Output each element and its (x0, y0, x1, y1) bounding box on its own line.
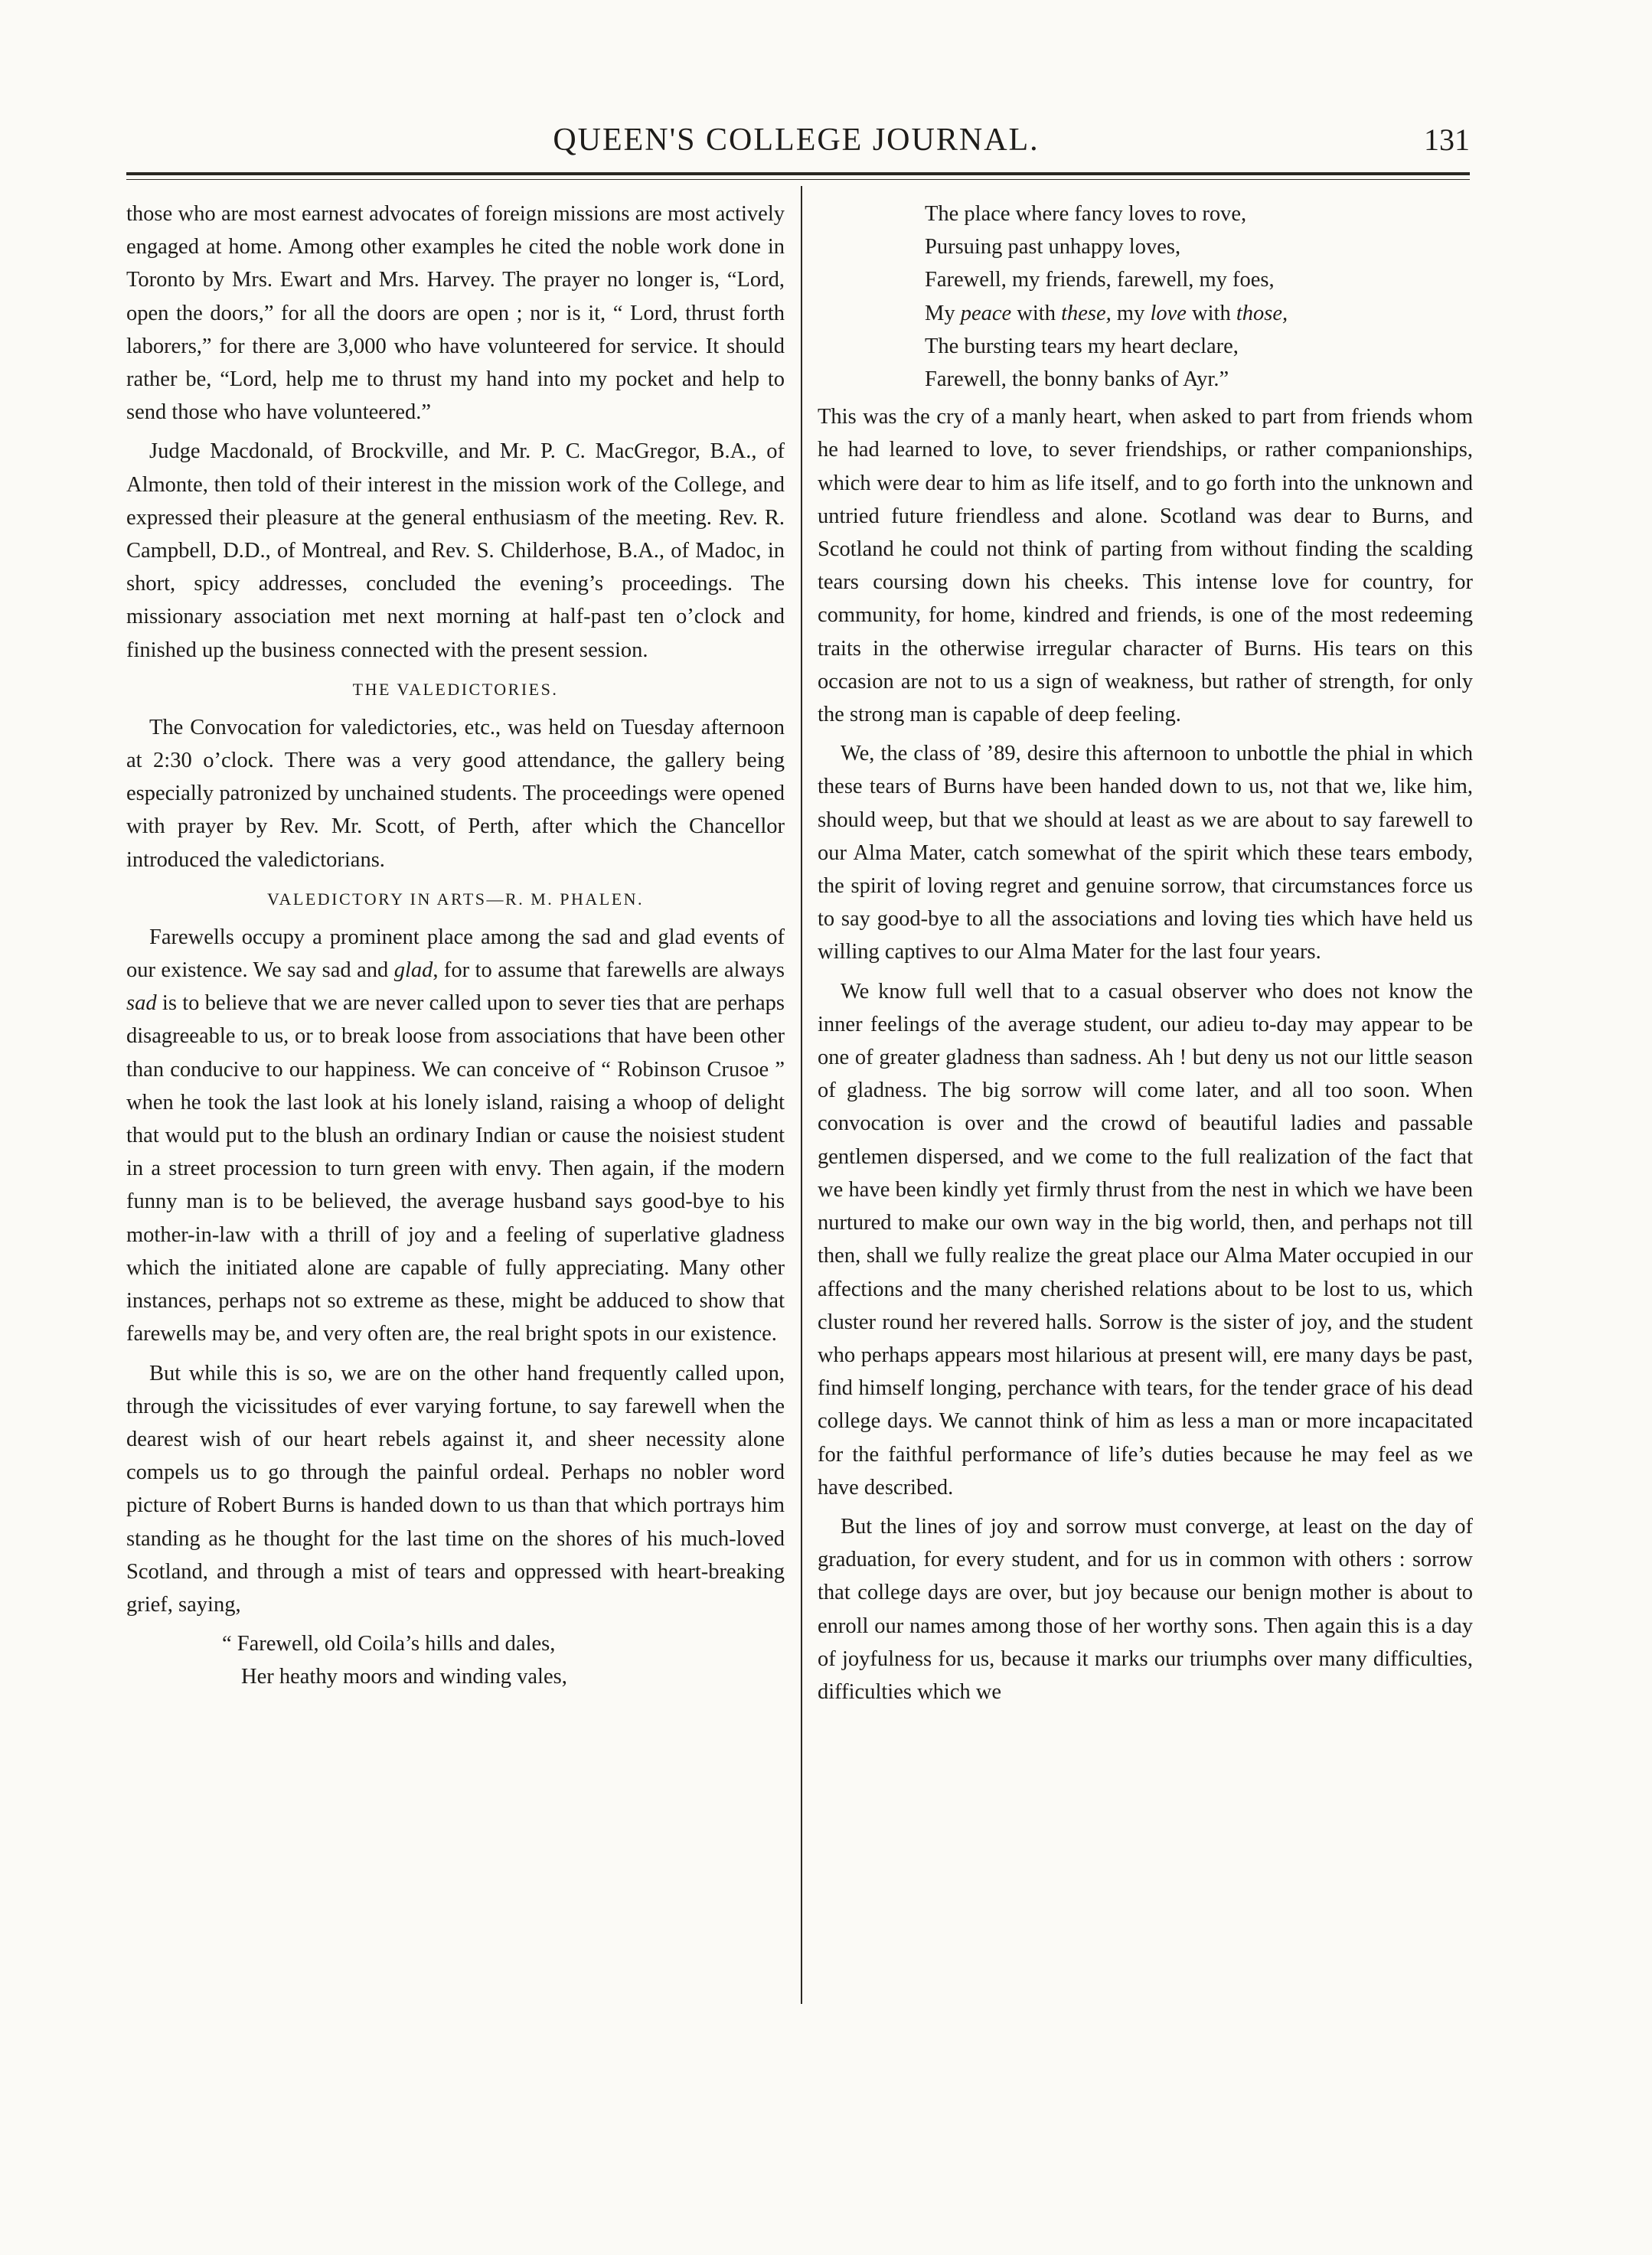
header-rule-thick (126, 172, 1470, 175)
text-run: My (925, 301, 961, 325)
poem-line (818, 297, 1473, 330)
paragraph: But while this is so, we are on the other hand frequently called upon, through the vicissitudes of ever varying fortune, to say farewell when the dearest wish of our heart rebels against it, and sheer necessity alone compels us to go through the painful ordeal. Perhaps no nobler word picture of Robert Burns is handed down to us than that which portrays him standing as he thought for the last time on the shores of his much-loved Scotland, and through a mist of tears and oppressed with heart-breaking grief, saying, (126, 1361, 785, 1617)
page-number: 131 (1424, 122, 1470, 157)
paragraph: those who are most earnest advocates of foreign missions are most actively engaged at home. Among other examples he cited the noble work done in Toronto by Mrs. Ewart and Mrs. Harvey. The prayer no longer is, “Lord, open the doors,” for all the doors are open ; nor is it, “ Lord, thrust forth laborers,” for there are 3,000 who have volunteered for service. It should rather be, “Lord, help me to thrust my hand into my pocket and help to send those who have volunteered.” (126, 202, 785, 425)
paragraph: The Convocation for valedictories, etc., was held on Tuesday afternoon at 2:30 o’clock. There was a very good attendance, the gallery being especially patronized by unchained students. The proceedings were opened with prayer by Rev. Mr. Scott, of Perth, after which the Chancellor introduced the valedictorians. (126, 715, 785, 872)
text-run: , for to assume that farewells are always (433, 958, 785, 983)
section-heading-valedictories: THE VALEDICTORIES. (352, 679, 559, 699)
poem-stanza (818, 197, 1473, 396)
paragraph: But the lines of joy and sorrow must converge, at least on the day of graduation, for every student, and for us in common with others : sorrow that college days are over, but joy because our benign mother is about to enroll our names among those of her worthy sons. Then again this is a day of joyfulness for us, because it marks our triumphs over many difficulties, difficulties which we (818, 1514, 1473, 1704)
italic-word: glad (393, 958, 433, 983)
italic-word: peace (960, 301, 1012, 325)
journal-title: QUEEN'S COLLEGE JOURNAL. (553, 122, 1040, 158)
section-heading-valedictory-arts: VALEDICTORY IN ARTS—R. M. PHALEN. (266, 889, 645, 909)
poem-line: The bursting tears my heart declare, (925, 334, 1239, 358)
column-divider (801, 186, 802, 2004)
poem-line: Her heathy moors and winding vales, (241, 1665, 567, 1689)
paragraph: We know full well that to a casual observer who does not know the inner feelings of the average student, our adieu to-day may appear to be one of greater gladness than sadness. Ah ! but deny us not our little season of gladness. The big sorrow will come later, and all too soon. When convocation is over and the crowd of beautiful ladies and passable gentlemen dispersed, and we come to the full realization of the fact that we have been kindly yet firmly thrust from the nest in which we have been nurtured to make our own way in the big world, then, and perhaps not till then, shall we fully realize the great place our Alma Mater occupied in our affections and the many cherished relations about to be lost to us, which cluster round her revered halls. Sorrow is the sister of joy, and the student who perhaps appears most hilarious at present will, ere many days be past, find himself longing, perchance with tears, for the tender grace of his dead college days. We cannot think of him as less a man or more incapacitated for the faithful performance of life’s duties because he may feel as we have described. (818, 979, 1473, 1500)
poem-line: Pursuing past unhappy loves, (925, 235, 1181, 259)
running-head (122, 119, 1470, 165)
poem-line: The place where fancy loves to rove, (925, 202, 1247, 226)
paragraph: Judge Macdonald, of Brockville, and Mr. P. C. MacGregor, B.A., of Almonte, then told of their interest in the mission work of the College, and expressed their pleasure at the general enthusiasm of the meeting. Rev. R. Campbell, D.D., of Montreal, and Rev. S. Childerhose, B.A., of Madoc, in short, spicy addresses, concluded the evening’s proceedings. The missionary association met next morning at half-past ten o’clock and finished up the business connected with the present session. (126, 439, 785, 662)
poem-line: “ Farewell, old Coila’s hills and dales, (222, 1632, 556, 1656)
poem-line: Farewell, my friends, farewell, my foes, (925, 268, 1275, 292)
text-run: is to believe that we are never called upon to sever ties that are perhaps disagreeable to us, or to break loose from associations that have been other than conducive to our happiness. We can conceive of “ Robinson Crusoe ” when he took the last look at his lonely island, raising a whoop of delight that would put to the blush an ordinary Indian or cause the noisiest student in a street procession to turn green with envy. Then again, if the modern funny man is to be believed, the average husband says good-bye to his mother-in-law with a thrill of joy and a feeling of superlative gladness which the initiated alone are capable of fully appreciating. Many other instances, perhaps not so extreme as these, might be adduced to show that farewells may be, and very often are, the real bright spots in our existence. (126, 991, 785, 1346)
poem-line: Farewell, the bonny banks of Ayr.” (925, 367, 1229, 392)
paragraph (126, 921, 785, 1351)
text-run: Farewells occupy a prominent place among the sad and glad events of our existence. We say sad and (126, 925, 785, 983)
header-rule-thin (126, 179, 1470, 180)
left-column (126, 197, 785, 1699)
paragraph: We, the class of ’89, desire this afternoon to unbottle the phial in which these tears of Burns have been handed down to us, not that we, like him, should weep, but that we should at least as we are about to say farewell to our Alma Mater, catch somewhat of the spirit which these tears embody, the spirit of loving regret and genuine sorrow, that circumstances force us to say good-bye to all the associations and loving ties which have held us willing captives to our Alma Mater for the last four years. (818, 742, 1473, 964)
italic-word: sad (126, 991, 157, 1016)
text-run: with (1011, 301, 1062, 325)
italic-word: those, (1236, 301, 1288, 325)
right-column (818, 197, 1473, 1715)
text-run: my (1111, 301, 1151, 325)
text-run: with (1186, 301, 1236, 325)
paragraph: This was the cry of a manly heart, when asked to part from friends whom he had learned to love, to sever friendships, or rather companionships, which were dear to him as life itself, and to go forth into the unknown and untried future friendless and alone. Scotland was dear to Burns, and Scotland he could not think of parting from without finding the scalding tears coursing down his cheeks. This intense love for country, for community, for home, kindred and friends, is one of the most redeeming traits in the otherwise irregular character of Burns. His tears on this occasion are not to us a sign of weakness, but rather of strength, for only the strong man is capable of deep feeling. (818, 405, 1473, 727)
poem-stanza (126, 1627, 785, 1693)
italic-word: love (1150, 301, 1187, 325)
italic-word: these, (1061, 301, 1112, 325)
